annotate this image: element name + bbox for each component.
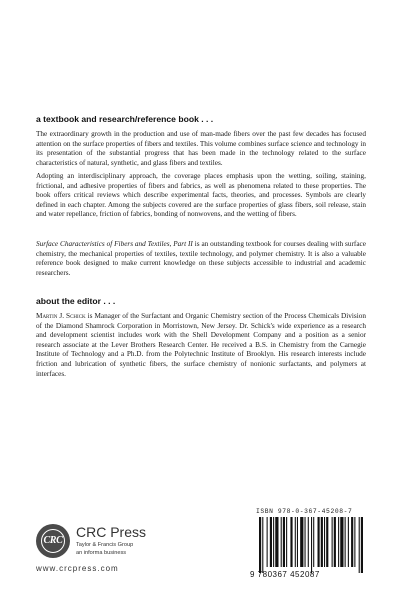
barcode-bar <box>338 517 339 567</box>
publisher-subtitle: an informa business <box>76 550 127 556</box>
barcode-bar <box>295 517 296 567</box>
barcode-bar <box>267 517 268 567</box>
barcode-bar <box>262 517 263 573</box>
isbn-digits: 9 780367 452087 <box>250 570 320 579</box>
barcode-bar <box>332 517 333 567</box>
barcode-bar <box>273 517 274 567</box>
editor-bio <box>36 312 366 379</box>
barcode-bar <box>297 517 298 567</box>
barcode-bar <box>281 517 282 567</box>
crc-press-logo <box>36 520 186 580</box>
barcode-bar <box>290 517 292 567</box>
publisher-name: CRC Press <box>76 524 147 540</box>
isbn-label: ISBN 978-0-367-45208-7 <box>256 508 353 515</box>
barcode-bar <box>345 517 346 567</box>
barcode-bar <box>321 517 323 567</box>
barcode-bar <box>270 517 272 567</box>
paragraph-summary-text: is an outstanding textbook for courses dealing with surface chemistry, the mechanical properties of textiles, textile technology, and polymer chemistry. It is also a valuable reference book designed to make current knowledge on these subjects accessible to industrial and academic researchers. <box>36 240 366 277</box>
barcode-bar <box>275 517 278 567</box>
barcode-bar <box>300 517 303 567</box>
barcode-bar <box>286 517 287 567</box>
crc-logo-mark-text: CRC <box>43 535 63 546</box>
paragraph-approach: Adopting an interdisciplinary approach, the coverage places emphasis upon the wetting, soiling, staining, frictional, and adhesive properties of fibers and fabrics, as well as phenomena related to these properties. The book offers critical reviews which describe experimental facts, theories, and processes. Symbols are clearly defined in each chapter. Among the subjects covered are the surface properties of glass fibers, soil release, stain and water repellance, friction of fabrics, bonding of nonwovens, and the wetting of fibers. <box>36 172 366 219</box>
barcode-bar <box>348 517 349 567</box>
editor-bio-text: is Manager of the Surfactant and Organic Chemistry section of the Process Chemicals Division of the Diamond Shamrock Corporation in Morristown, New Jersey. Dr. Schick's wide experience as a research and development scientist includes work with the Shell Development Company and a position as a senior research associate at the Lever Brothers Research Center. He received a B.S. in Chemistry from the Carnegie Institute of Technology and a Ph.D. from the Polytechnic Institute of Brooklyn. His research interests include friction and lubrication of synthetic fibers, the surface chemistry of nonionic surfactants, and polymers at interfaces. <box>36 312 366 378</box>
section-heading-textbook: a textbook and research/reference book . . . <box>36 114 214 124</box>
barcode-bar <box>259 517 261 573</box>
section-heading-editor: about the editor . . . <box>36 296 116 306</box>
isbn-barcode <box>258 517 364 573</box>
paragraph-intro: The extraordinary growth in the production and use of man-made fibers over the past few decades has focused attention on the surface properties of fibers and textiles. This volume combines surface science and technology in its presentation of the substantial progress that has been made in the technology related to the surface characteristics of natural, synthetic, and glass fibers and textiles. <box>36 130 366 167</box>
barcode-bar <box>283 517 285 567</box>
book-title: Surface Characteristics of Fibers and Textiles, Part II <box>36 240 193 248</box>
barcode-bar <box>326 517 328 567</box>
barcode-bar <box>351 517 353 567</box>
barcode-bar <box>311 517 312 573</box>
barcode-bar <box>340 517 343 567</box>
publisher-url: www.crcpress.com <box>36 564 119 573</box>
editor-name: Martin J. Schick <box>36 312 86 320</box>
barcode-bar <box>334 517 336 567</box>
publisher-group: Taylor & Francis Group <box>76 542 134 548</box>
crc-logo-icon <box>36 524 70 558</box>
barcode-bar <box>359 517 360 573</box>
barcode-bar <box>318 517 320 567</box>
barcode-bar <box>324 517 325 567</box>
barcode-bar <box>313 517 314 567</box>
barcode-bar <box>308 517 309 567</box>
barcode-bar <box>361 517 363 573</box>
paragraph-summary <box>36 240 366 278</box>
barcode-bar <box>354 517 355 567</box>
barcode-bar <box>305 517 306 567</box>
